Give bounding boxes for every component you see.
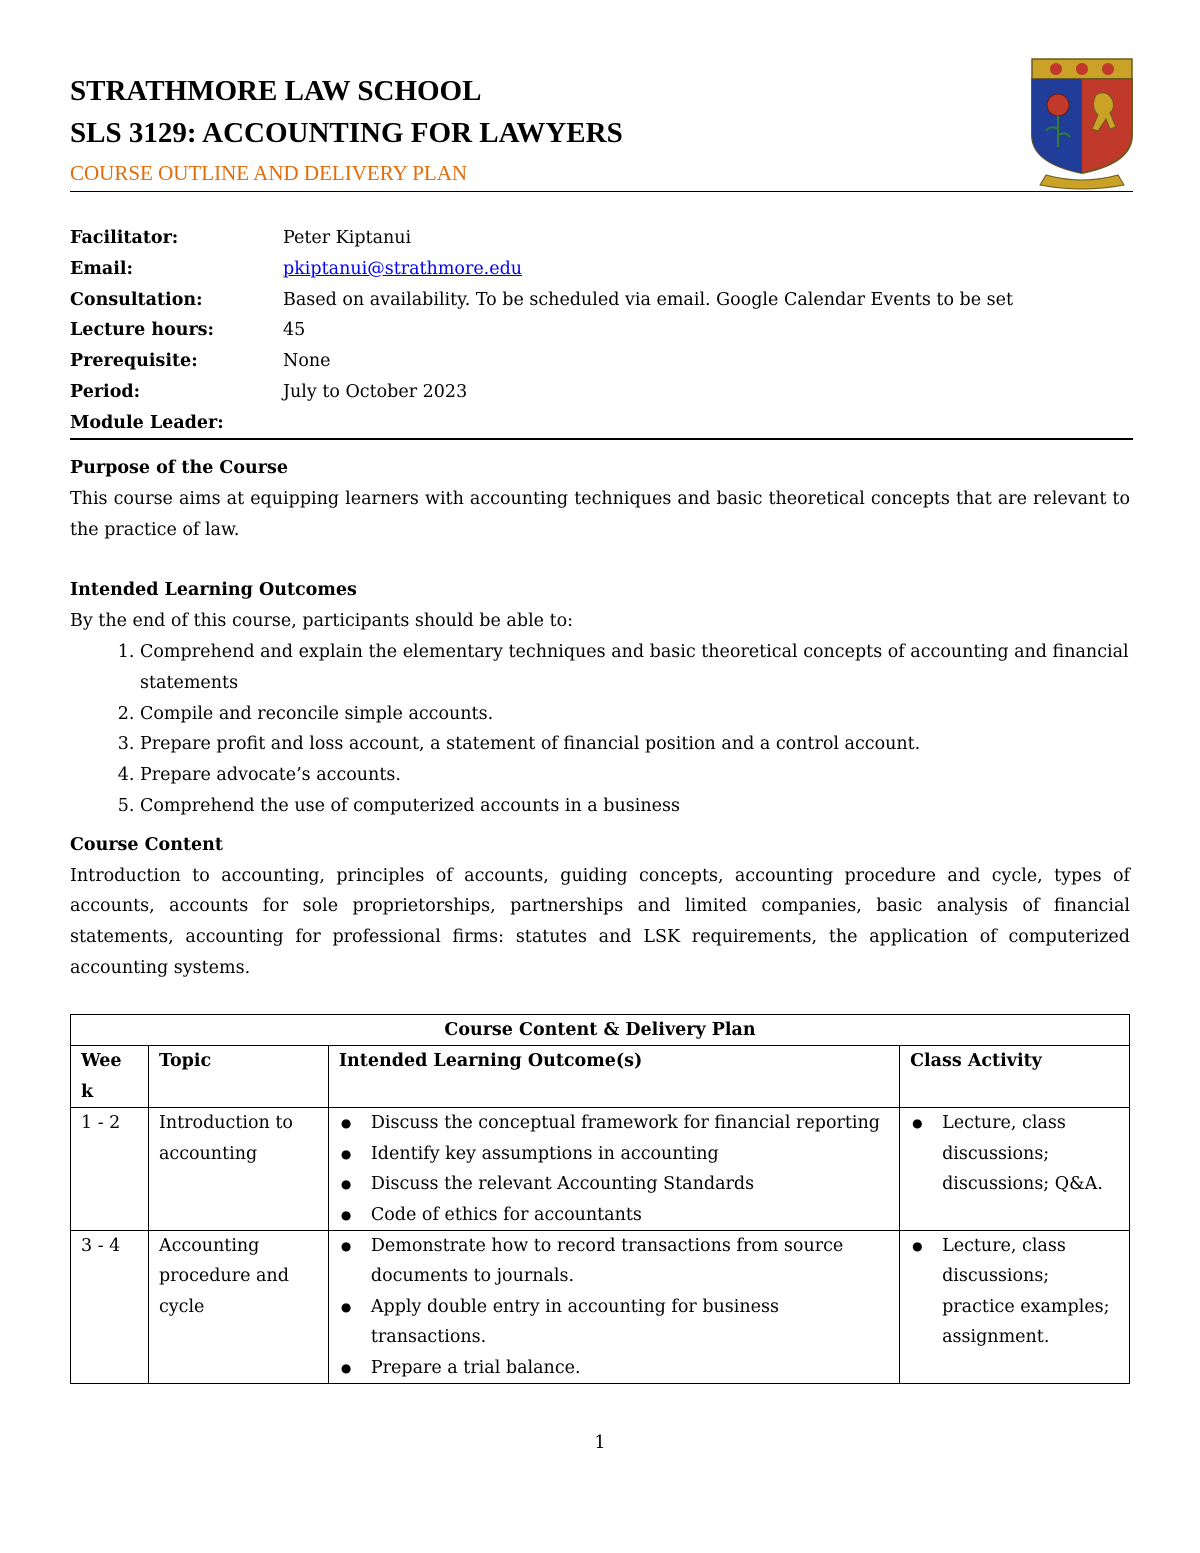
list-item: ● Identify key assumptions in accounting [371,1139,889,1169]
purpose-text: This course aims at equipping learners with accounting techniques and basic theoretical concepts that are relevant to the practice of law. [70,488,1130,540]
university-crest-logo [1028,55,1136,190]
content-text: Introduction to accounting, principles of accounts, guiding concepts, accounting procedure and cycle, types of accounts, accounts for sole proprietorships, partnerships and limited companies, basic analysis of financial statements, accounting for professional firms: statutes and LSK requirements, the application of computerized accounting systems. [70,865,1130,978]
activity-cell [900,1231,1130,1384]
info-row-module-leader [70,408,1133,439]
info-row-lecture-hours [70,315,1133,346]
info-label: Module Leader: [70,412,224,433]
consultation-value: Based on availability. To be scheduled via email. Google Calendar Events to be set [283,289,1014,310]
table-row [71,1231,1130,1384]
list-item: ● Code of ethics for accountants [371,1200,889,1230]
list-item: 5. Comprehend the use of computerized accounts in a business [140,791,1130,822]
list-item: ● Apply double entry in accounting for business transactions. [371,1292,889,1353]
list-item: ● Discuss the conceptual framework for financial reporting [371,1108,889,1138]
info-label: Consultation: [70,289,203,310]
facilitator-value: Peter Kiptanui [283,228,412,248]
column-header-week: Wee k [71,1046,149,1108]
document-header [70,72,1010,188]
list-item: ● Prepare a trial balance. [371,1353,889,1383]
course-info-block [70,223,1133,439]
table-row [71,1108,1130,1231]
outcomes-list [70,637,1130,822]
info-row-email [70,254,1133,285]
week-cell: 1 - 2 [71,1108,149,1231]
info-label: Email: [70,258,133,279]
column-header-activity: Class Activity [900,1046,1130,1108]
outcomes-heading: Intended Learning Outcomes [70,580,357,601]
course-body [70,453,1130,984]
document-subtitle: COURSE OUTLINE AND DELIVERY PLAN [70,161,468,185]
page-number: 1 [594,1433,606,1453]
list-item: ● Lecture, class discussions; practice examples; assignment. [942,1231,1119,1353]
period-value: July to October 2023 [283,381,468,402]
list-item: ● Demonstrate how to record transactions from source documents to journals. [371,1231,889,1292]
info-row-facilitator [70,223,1133,254]
outcomes-intro: By the end of this course, participants should be able to: [70,611,574,632]
list-item: ● Discuss the relevant Accounting Standards [371,1169,889,1199]
list-item: 4. Prepare advocate’s accounts. [140,760,1130,791]
info-row-consultation [70,285,1133,316]
school-name: STRATHMORE LAW SCHOOL [70,75,482,107]
activity-cell [900,1108,1130,1231]
content-heading: Course Content [70,834,223,855]
info-row-period [70,377,1133,408]
email-link[interactable]: pkiptanui@strathmore.edu [283,258,523,279]
week-cell: 3 - 4 [71,1231,149,1384]
header-divider [70,191,1133,192]
topic-cell: Introduction to accounting [148,1108,328,1231]
list-item: ● Lecture, class discussions; discussions; Q&A. [942,1108,1119,1199]
list-item: 2. Compile and reconcile simple accounts. [140,699,1130,730]
list-item: 3. Prepare profit and loss account, a statement of financial position and a control account. [140,729,1130,760]
table-caption: Course Content & Delivery Plan [71,1015,1130,1046]
info-label: Period: [70,381,141,402]
column-header-outcomes: Intended Learning Outcome(s) [328,1046,899,1108]
info-label: Lecture hours: [70,320,214,341]
delivery-plan-table [70,1014,1130,1384]
lecture-hours-value: 45 [283,320,306,341]
table-header-row [71,1046,1130,1108]
outcomes-cell [328,1231,899,1384]
course-title: SLS 3129: ACCOUNTING FOR LAWYERS [70,117,623,149]
topic-cell: Accounting procedure and cycle [148,1231,328,1384]
list-item: 1. Comprehend and explain the elementary techniques and basic theoretical concepts of accounting and financial statements [140,637,1130,699]
info-label: Facilitator: [70,228,179,248]
purpose-heading: Purpose of the Course [70,458,288,478]
column-header-topic: Topic [148,1046,328,1108]
info-label: Prerequisite: [70,351,198,372]
info-divider [70,438,1133,440]
info-row-prerequisite [70,346,1133,377]
outcomes-cell [328,1108,899,1231]
prerequisite-value: None [283,351,331,372]
